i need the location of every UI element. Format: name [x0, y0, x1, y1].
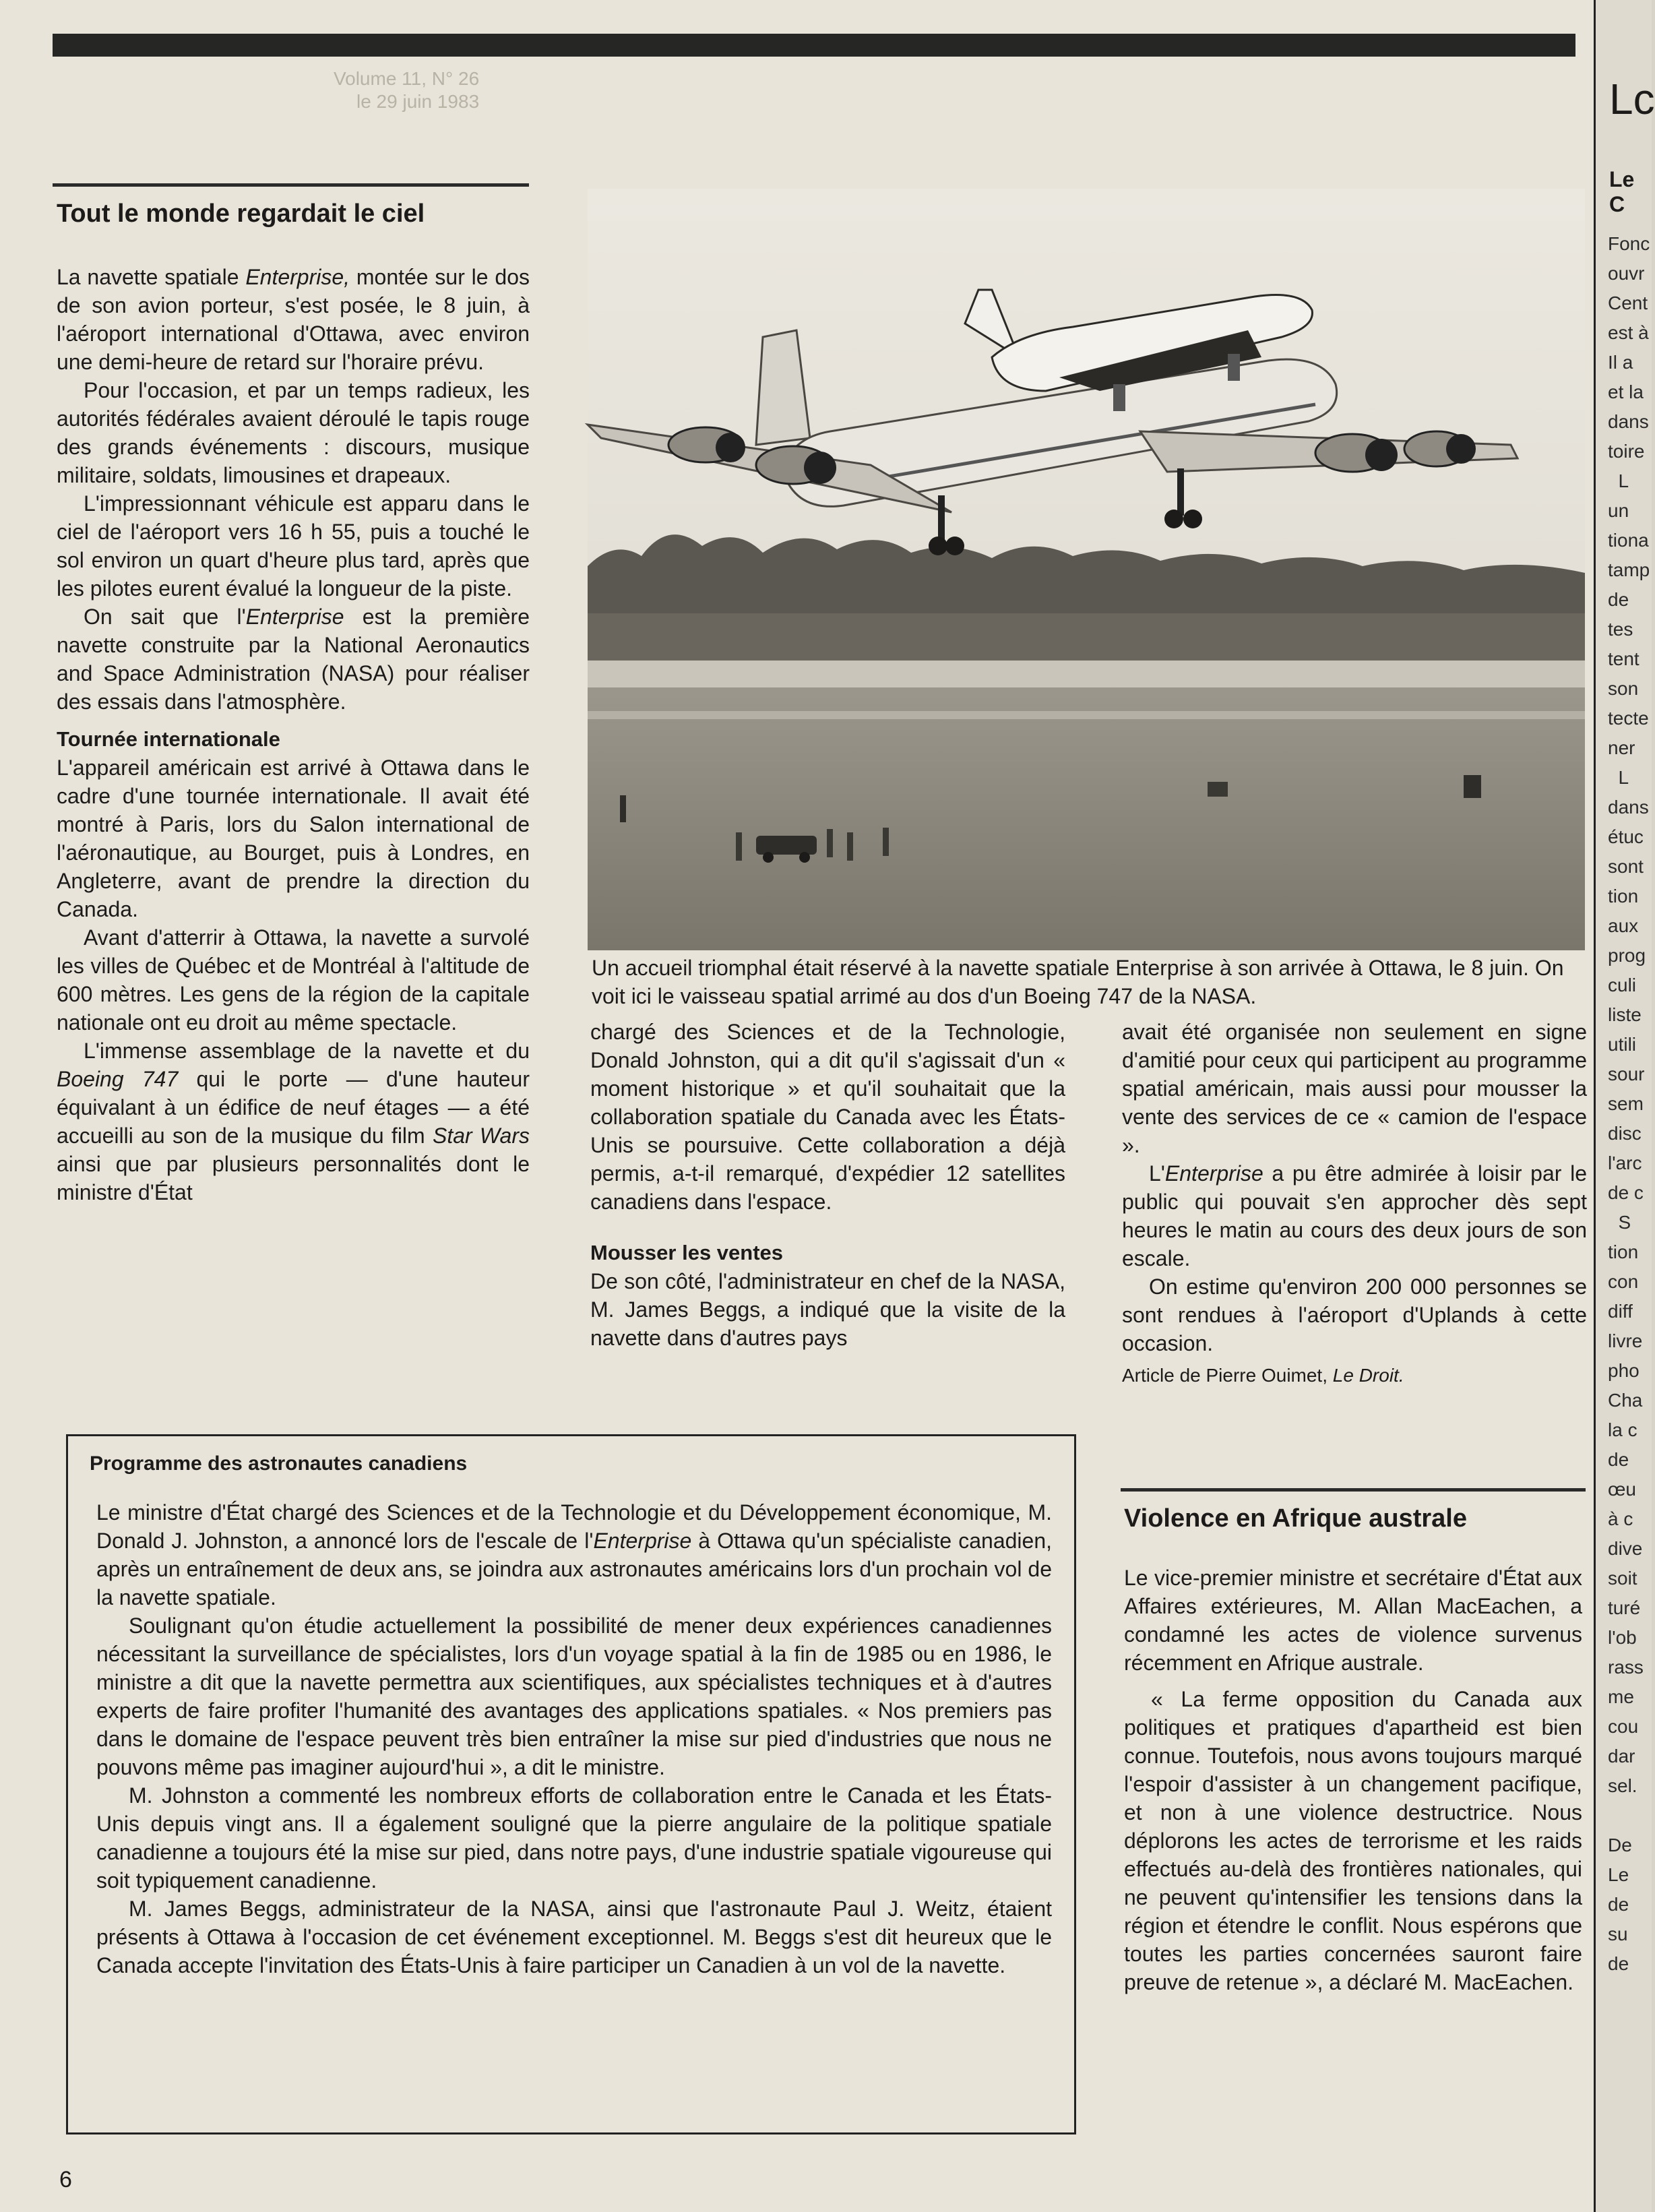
paragraph: Pour l'occasion, et par un temps radieux, les autorités fédérales avaient déroulé le tapis rouge des grands événements : discours, musique militaire, soldats, limousines et drapeaux.: [57, 378, 530, 487]
paragraph: L'Enterprise a pu être admirée à loisir par le public qui pouvait s'en approcher dès sept heures le matin au cours des deux jours de son escale.: [1122, 1161, 1587, 1270]
adjacent-page-headline: Lc: [1609, 75, 1655, 123]
article-column-3: [1122, 1018, 1587, 1390]
paragraph: chargé des Sciences et de la Technologie, Donald Johnston, qui a dit qu'il s'agissait d'un « moment historique » et qu'il souhaitait que la collaboration spatiale du Canada avec les États-Unis se poursuive. Cette collaboration a déjà permis, a-t-il remarqué, d'expédier 12 satellites canadiens dans l'espace.: [590, 1020, 1065, 1214]
paragraph: Avant d'atterrir à Ottawa, la navette a survolé les villes de Québec et de Montréal à l'altitude de 600 mètres. Les gens de la région de la capitale nationale ont eu droit au même spectacle.: [57, 925, 530, 1035]
paragraph: Le ministre d'État chargé des Sciences et de la Technologie et du Développement économique, M. Donald J. Johnston, a annoncé lors de l'escale de l'Enterprise à Ottawa qu'un spécialiste canadien, après un entraînement de deux ans, se joindra aux astronautes américains lors d'un prochain vol de la navette spatiale.: [96, 1500, 1053, 1609]
adjacent-page-edge: [1594, 0, 1655, 2212]
photo-caption: Un accueil triomphal était réservé à la navette spatiale Enterprise à son arrivée à Ottawa, le 8 juin. On voit ici le vaisseau spatial arrimé au dos d'un Boeing 747 de la NASA.: [592, 956, 1564, 1008]
box-body: [96, 1498, 1052, 1979]
paragraph: M. James Beggs, administrateur de la NASA, ainsi que l'astronaute Paul J. Weitz, étaient présents à Ottawa à l'occasion de cet événement exceptionnel. M. Beggs s'est dit heureux que le Canada accepte l'invitation des États-Unis à faire participer un Canadien à un vol de la navette.: [96, 1897, 1052, 1977]
subheading: Mousser les ventes: [590, 1241, 784, 1264]
subheading: Tournée internationale: [57, 727, 280, 751]
adjacent-page-text: Fonc ouvr Cent est à Il a et la dans toire L un tiona tamp de tes tent son tecte ner L dans étuc sont tion aux prog culi liste utili sour sem disc l'arc de c S tion con diff livre pho Cha la c de œu à c dive soit turé l'ob rass me cou dar sel. De Le de su de: [1608, 233, 1650, 1974]
article-title: Tout le monde regardait le ciel: [57, 199, 425, 228]
article-rule: [1121, 1488, 1586, 1492]
paragraph: L'appareil américain est arrivé à Ottawa dans le cadre d'une tournée internationale. Il avait été montré à Paris, lors du Salon international de l'aéronautique, au Bourget, puis à Londres, en Angleterre, avant de prendre la direction du Canada.: [57, 756, 530, 921]
paragraph: L'immense assemblage de la navette et du Boeing 747 qui le porte — d'une hauteur équivalant à un édifice de neuf étages — a été accueilli au son de la musique du film Star Wars ainsi que par plusieurs personnalités dont le ministre d'État: [57, 1039, 530, 1204]
paragraph: On estime qu'environ 200 000 personnes se sont rendues à l'aéroport d'Uplands à cette occasion.: [1122, 1274, 1587, 1355]
article-credit: Article de Pierre Ouimet, Le Droit.: [1122, 1365, 1404, 1386]
paragraph: On sait que l'Enterprise est la première navette construite par la National Aeronautics and Space Administration (NASA) pour réaliser des essais dans l'atmosphère.: [57, 605, 530, 714]
paragraph: « La ferme opposition du Canada aux politiques et pratiques d'apartheid est bien connue. Toutefois, nous avons toujours marqué l'espoir d'assister à un changement pacifique, et non à une violence destructrice. Nous déplorons les actes de terrorisme et les raids effectués au-delà des frontières nationales, qui ne peuvent qu'intensifier les tensions dans la région et étendre le conflit. Nous espérons que toutes les parties concernées sauront faire preuve de retenue », a déclaré M. MacEachen.: [1124, 1687, 1582, 1994]
shuttle-photo: [588, 189, 1585, 950]
box-title: Programme des astronautes canadiens: [90, 1452, 468, 1475]
paragraph: M. Johnston a commenté les nombreux efforts de collaboration entre le Canada et les États-Unis depuis vingt ans. Il a également souligné que la pierre angulaire de la politique spatiale canadienne a toujours été la mise sur pied, dans notre pays, d'une industrie spatiale vigoureuse qui soit typiquement canadienne.: [96, 1783, 1052, 1893]
paragraph: avait été organisée non seulement en signe d'amitié pour ceux qui participent au programme spatial américain, mais aussi pour mousser la vente des services de ce « camion de l'espace ».: [1122, 1020, 1587, 1157]
masthead-date: le 29 juin 1983: [356, 91, 480, 112]
masthead-bleedthrough: [334, 67, 479, 113]
top-rule-bar: [53, 34, 1575, 57]
paragraph: De son côté, l'administrateur en chef de la NASA, M. James Beggs, a indiqué que la visite de la navette dans d'autres pays: [590, 1269, 1065, 1350]
article-column-1: [57, 263, 530, 1206]
paragraph: Le vice-premier ministre et secrétaire d'État aux Affaires extérieures, M. Allan MacEachen, a condamné les actes de violence survenus récemment en Afrique australe.: [1124, 1566, 1582, 1675]
adjacent-page-subheading: Le C: [1609, 167, 1635, 216]
article-rule: [53, 183, 529, 187]
astronaut-program-box: [66, 1434, 1076, 2134]
masthead-volume: Volume 11, N° 26: [334, 68, 480, 89]
page-number: 6: [59, 2167, 72, 2192]
article-column-4: [1124, 1564, 1582, 1996]
article-column-2: [590, 1018, 1065, 1352]
paragraph: Soulignant qu'on étudie actuellement la possibilité de mener deux expériences canadiennes nécessitant la surveillance de spécialistes, lors d'un voyage spatial à la fin de 1985 ou en 1986, le ministre a dit que la navette permettra aux scientifiques, aux spécialistes techniques et à d'autres experts de faire profiter l'humanité des avantages des applications spatiales. « Nos premiers pas dans le domaine de l'espace peuvent très bien entraîner la mise sur pied d'industries que nous ne pouvons même pas imaginer aujourd'hui », a dit le ministre.: [96, 1614, 1052, 1779]
paragraph: La navette spatiale Enterprise, montée sur le dos de son avion porteur, s'est posée, le 8 juin, à l'aéroport international d'Ottawa, avec environ une demi-heure de retard sur l'horaire prévu.: [57, 265, 530, 374]
paragraph: L'impressionnant véhicule est apparu dans le ciel de l'aéroport vers 16 h 55, puis a touché le sol environ un quart d'heure plus tard, après que les pilotes eurent évalué la longueur de la piste.: [57, 491, 530, 601]
enterprise-on-747-image: [588, 189, 1585, 950]
article-title: Violence en Afrique australe: [1124, 1504, 1467, 1533]
